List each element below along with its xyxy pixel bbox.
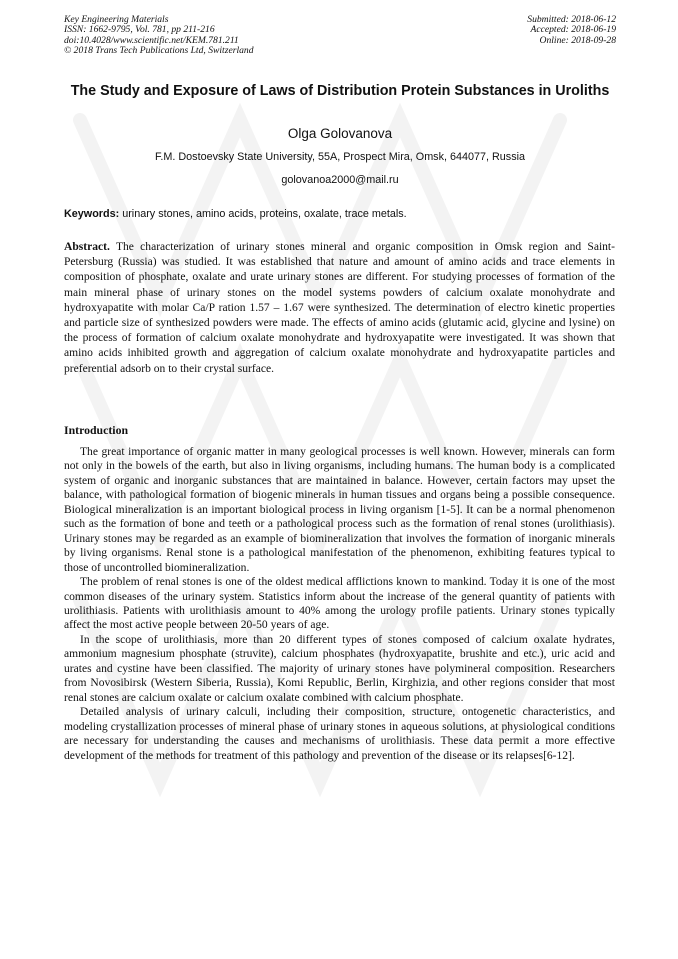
journal-name: Key Engineering Materials — [64, 14, 169, 25]
issn-line: ISSN: 1662-9795, Vol. 781, pp 211-216 — [64, 24, 215, 36]
doi-line: doi:10.4028/www.scientific.net/KEM.781.211 — [64, 34, 239, 46]
author-email: golovanoa2000@mail.ru — [281, 174, 399, 186]
paper-title: The Study and Exposure of Laws of Distribution Protein Substances in Uroliths — [70, 83, 610, 99]
online-date: Online: 2018-09-28 — [539, 34, 616, 46]
keywords-label: Keywords: — [64, 208, 120, 220]
abstract-text: The characterization of urinary stones mineral and organic composition in Omsk region and Saint-Petersburg (Russia) was studied. It was established that nature and amount of amino acids and trace elements in composition of phosphate, oxalate and urate urinary stones are different. For studying processes of formation of the main mineral phase of urinary stones on the model systems powders of calcium oxalate monohydrate and hydroxyapatite with molar Ca/P ration 1.57 – 1.67 were synthesized. The determination of electro kinetic properties and particle size of synthesized powders were made. The effects of amino acids (glutamic acid, glycine and lysine) on the process of formation of calcium oxalate monohydrate and hydroxyapatite were investigated. It was shown that amino acids inhibited growth and aggregation of calcium oxalate monohydrate and hydroxyapatite particles and preferential adsorb on to their crystal surface. — [64, 241, 615, 375]
intro-paragraph: The problem of renal stones is one of the oldest medical afflictions known to mankind. Today it is one of the most common diseases of the urinary system. Statistics inform about the increase of the general quantity of patients with urolithiasis. Patients with urolithiasis amount to 40% among the urology profile patients. Urinary stones typically affect the most active people between 20-50 years of age. — [64, 576, 615, 632]
author-affiliation: F.M. Dostoevsky State University, 55A, Prospect Mira, Omsk, 644077, Russia — [154, 151, 526, 163]
journal-info — [64, 15, 254, 56]
abstract-label: Abstract. — [64, 241, 110, 253]
publication-dates — [527, 15, 616, 46]
intro-paragraph: Detailed analysis of urinary calculi, including their composition, structure, ontogenetic characteristics, and modeling crystallization processes of mineral phase of urinary stones in aqueous solutions, at physiological conditions are necessary for understanding the causes and mechanisms of urolithiasis. These data permit a more effective development of the methods for treatment of this pathology and prevention of the disease or its relapses[6-12]. — [64, 706, 615, 762]
keywords — [64, 207, 616, 221]
author-name: Olga Golovanova — [287, 126, 393, 141]
keywords-text: urinary stones, amino acids, proteins, oxalate, trace metals. — [119, 208, 407, 220]
submitted-date: Submitted: 2018-06-12 — [527, 14, 616, 25]
intro-paragraph: The great importance of organic matter in many geological processes is well known. However, minerals can form not only in the bowels of the earth, but also in living organisms, including humans. The human body is a complicated system of organic and inorganic substances that are maintained in balance. However, certain factors may upset the balance, with pathological formation of biogenic minerals in human tissues and organs being a possible consequence. Biological mineralization is an important biological process in living organism [1-5]. It can be a normal phenomenon such as the formation of bone and teeth or a pathological process such as the formation of renal stones (urolithiasis). Urinary stones may be regarded as an example of biomineralization that involves the formation of inorganic minerals by living organisms. Renal stone is a pathological manifestation of the phenomenon, exhibiting features typical to those of uncontrolled biomineralization. — [64, 446, 615, 574]
copyright-line: © 2018 Trans Tech Publications Ltd, Switzerland — [64, 44, 254, 56]
intro-paragraph: In the scope of urolithiasis, more than 20 different types of stones composed of calcium oxalate hydrates, ammonium magnesium phosphate (struvite), calcium phosphates (hydroxyapatite, brushite and etc.), uric acid and urates and cystine have been classified. The majority of urinary stones have polymineral composition. Researchers from Novosibirsk (Western Siberia, Russia), Komi Republic, Berlin, Kirghizia, and other regions consider that most renal stones are calcium oxalate or calcium oxalate combined with calcium phosphate. — [64, 633, 615, 704]
abstract — [64, 240, 615, 377]
introduction-heading: Introduction — [64, 423, 129, 437]
accepted-date: Accepted: 2018-06-19 — [530, 24, 616, 36]
introduction-body — [64, 445, 615, 763]
